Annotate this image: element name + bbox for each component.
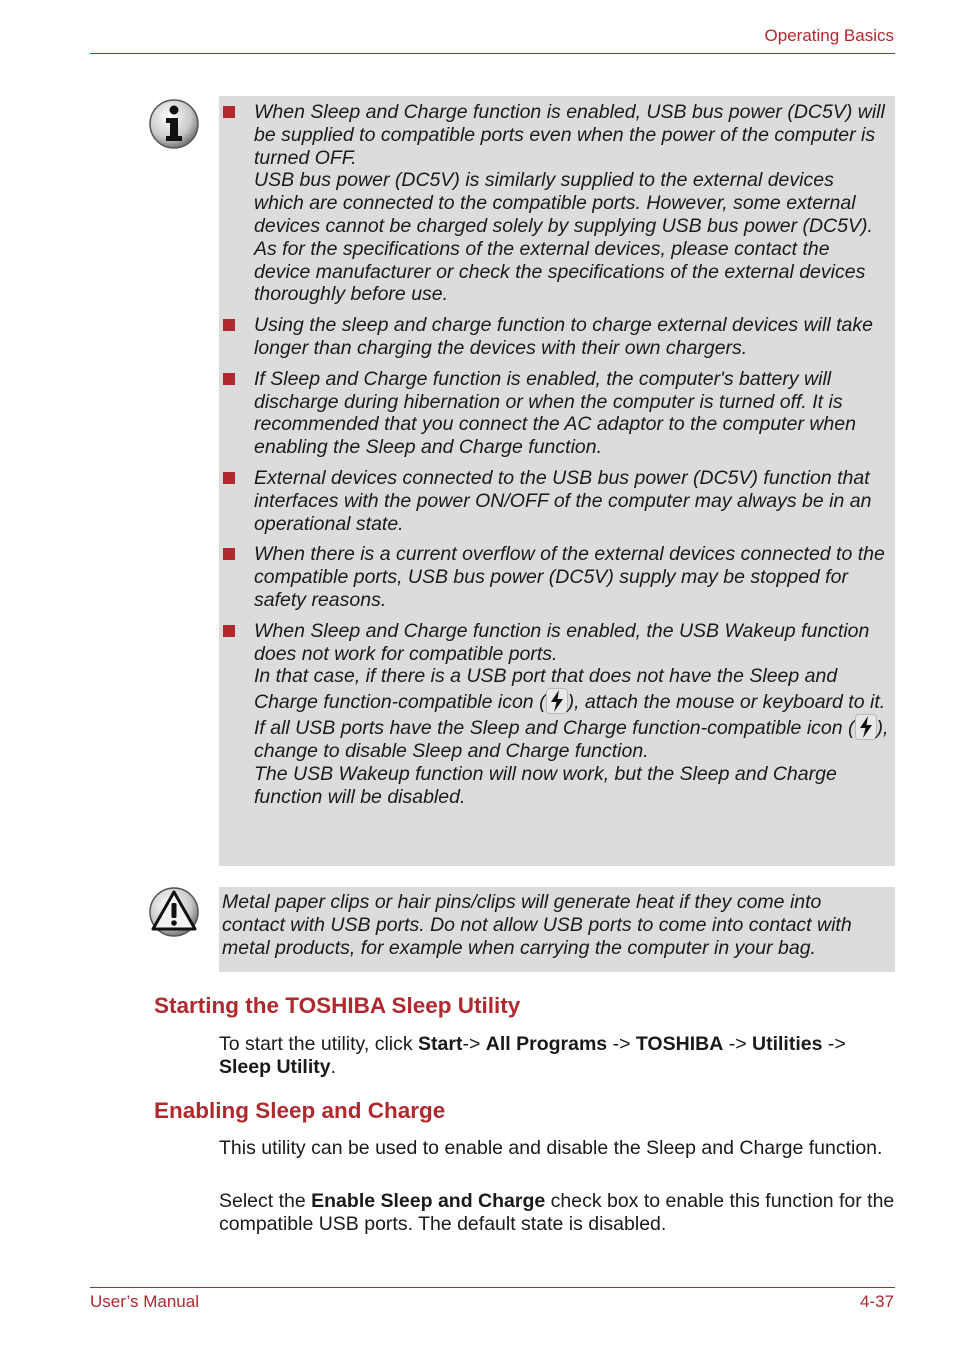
menu-path-all-programs: All Programs (485, 1033, 608, 1055)
note-item (219, 101, 889, 306)
note-text (254, 665, 889, 714)
enable-checkbox-label: Enable Sleep and Charge (311, 1190, 546, 1212)
text-part: -> (462, 1033, 486, 1055)
note-text: External devices connected to the USB bus power (DC5V) function that interfaces with the power ON/OFF of the computer may always be in an operational state. (254, 466, 872, 535)
bullet-square-icon (223, 548, 235, 560)
note-text-part: ), attach the mouse or keyboard to it. (567, 691, 886, 714)
bullet-square-icon (223, 472, 235, 484)
footer-rule (90, 1287, 895, 1288)
warning-icon (148, 886, 200, 938)
bullet-square-icon (223, 106, 235, 118)
text-part: -> (723, 1033, 752, 1055)
enable-description: This utility can be used to enable and disable the Sleep and Charge function. (219, 1137, 883, 1159)
bullet-square-icon (223, 373, 235, 385)
note-text: As for the specifications of the external devices, please contact the device manufacturer or check the specifications of the external devices thoroughly before use. (254, 237, 866, 306)
text-part: -> (822, 1033, 846, 1055)
menu-path-start: Start (418, 1033, 463, 1055)
text-part: Select the (219, 1190, 312, 1212)
start-utility-instructions (219, 1033, 895, 1079)
section-heading-enable-sleep-charge: Enabling Sleep and Charge (154, 1098, 446, 1123)
note-text: Using the sleep and charge function to charge external devices will take longer than charging the devices with their own chargers. (254, 314, 873, 359)
text-part: To start the utility, click (219, 1033, 419, 1055)
text-part: -> (607, 1033, 636, 1055)
bullet-square-icon (223, 319, 235, 331)
sleep-and-charge-icon (546, 688, 568, 714)
note-text: USB bus power (DC5V) is similarly supplied to the external devices which are connected to the compatible ports. However, some external devices cannot be charged solely by supplying USB bus power (DC5V). (254, 169, 873, 237)
bullet-square-icon (223, 625, 235, 637)
note-text: When Sleep and Charge function is enabled, USB bus power (DC5V) will be supplied to compatible ports even when the power of the computer is turned OFF. (254, 101, 885, 169)
footer-manual-title: User’s Manual (90, 1292, 199, 1311)
note-text-part: If all USB ports have the Sleep and Charge function-compatible icon ( (254, 717, 855, 740)
sleep-and-charge-icon (855, 714, 877, 740)
note-text (254, 714, 889, 763)
note-text-part: ), change to disable Sleep and Charge function. (254, 717, 889, 763)
header-rule (90, 53, 895, 54)
page-section-title: Operating Basics (764, 26, 894, 45)
menu-path-toshiba: TOSHIBA (635, 1033, 724, 1055)
page-number: 4-37 (859, 1292, 894, 1311)
text-part: . (330, 1055, 337, 1078)
note-item (219, 467, 889, 535)
enable-instructions (219, 1190, 895, 1236)
info-note-box (219, 96, 895, 866)
text-part: check box to enable this function for the compatible USB ports. The default state is disabled. (219, 1190, 895, 1235)
warning-note-box (219, 887, 895, 972)
info-icon (148, 98, 200, 150)
note-item (219, 543, 889, 611)
note-text: The USB Wakeup function will now work, but the Sleep and Charge function will be disabled. (254, 762, 837, 808)
note-item (219, 620, 889, 809)
note-text: When Sleep and Charge function is enabled, the USB Wakeup function does not work for compatible ports. (254, 619, 870, 665)
note-text-part: In that case, if there is a USB port that does not have the Sleep and Charge function-compatible icon ( (254, 665, 838, 714)
warning-text: Metal paper clips or hair pins/clips will generate heat if they come into contact with USB ports. Do not allow USB ports to come into contact with metal products, for example when carrying the computer in your bag. (222, 891, 852, 959)
menu-path-sleep-utility: Sleep Utility (219, 1055, 331, 1078)
section-heading-start-utility: Starting the TOSHIBA Sleep Utility (154, 993, 521, 1018)
menu-path-utilities: Utilities (752, 1033, 823, 1055)
note-text: If Sleep and Charge function is enabled, the computer's battery will discharge during hibernation or when the computer is turned off. It is recommended that you connect the AC adaptor to the computer when enabling the Sleep and Charge function. (254, 367, 856, 459)
note-item (219, 368, 889, 459)
note-item (219, 314, 889, 360)
note-text: When there is a current overflow of the external devices connected to the compatible ports, USB bus power (DC5V) supply may be stopped for safety reasons. (254, 543, 885, 611)
